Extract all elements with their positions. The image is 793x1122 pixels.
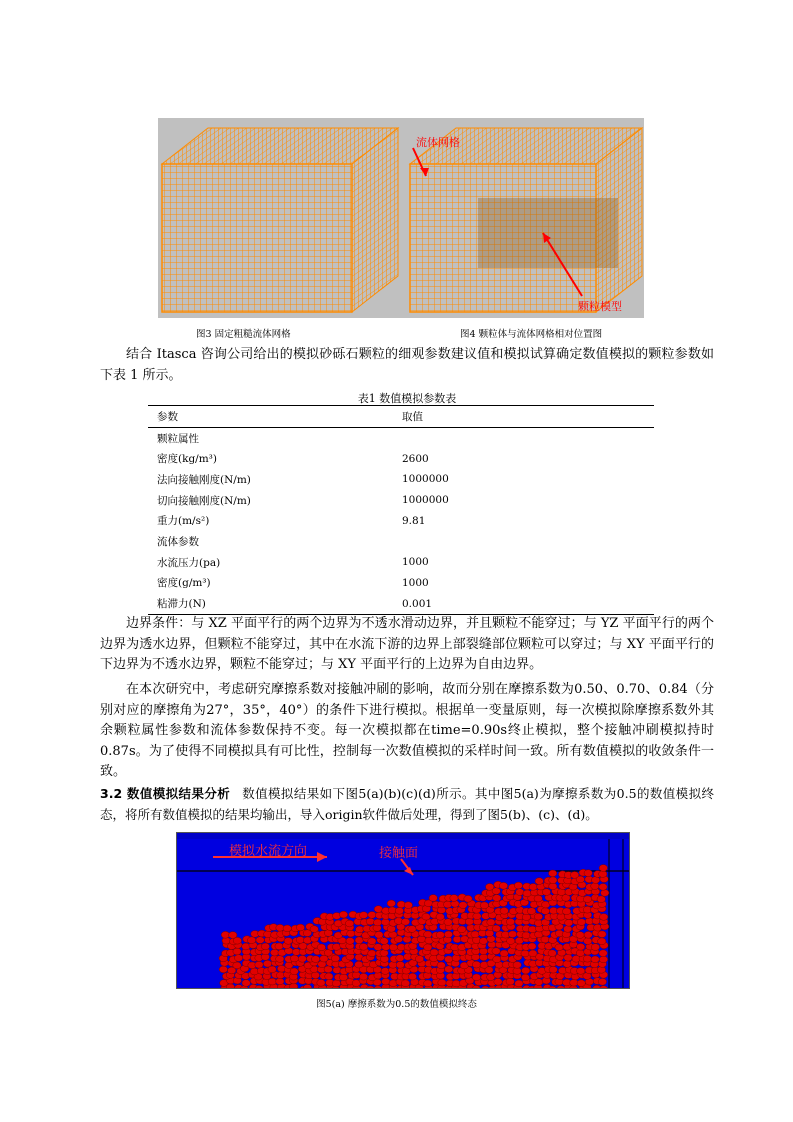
- fig4-grid-box: [410, 128, 642, 312]
- particle: [492, 948, 500, 955]
- particle: [332, 980, 340, 987]
- particle: [296, 924, 304, 931]
- particle: [276, 978, 284, 985]
- particle: [601, 890, 609, 897]
- particle: [380, 950, 388, 957]
- particle: [521, 950, 529, 957]
- particle: [541, 936, 549, 943]
- particle: [317, 979, 325, 986]
- particle: [599, 956, 607, 963]
- particle: [242, 980, 250, 987]
- label-particle-model: 颗粒模型: [578, 300, 622, 313]
- particle: [408, 973, 416, 980]
- paragraph-2: 边界条件：与 XZ 平面平行的两个边界为不透水滑动边界，并且颗粒不能穿过；与 YZ 平面平行的两个边界为透水边界，但颗粒不能穿过，其中在水流下游的边界上部裂缝部位颗粒可以穿过；与 XY 平面平行的下边界为不透水边界，颗粒不能穿过；与 XY 平面平行的上边界为自由边界。: [100, 616, 714, 672]
- particle: [310, 926, 318, 933]
- particle: [396, 961, 404, 968]
- particle: [534, 895, 542, 902]
- particle: [408, 926, 416, 933]
- particle: [599, 884, 607, 891]
- particle: [387, 900, 395, 907]
- particle: [577, 980, 585, 987]
- particle: [591, 944, 599, 951]
- particle: [234, 955, 242, 962]
- particle: [549, 877, 557, 884]
- particle: [424, 980, 432, 987]
- particle: [516, 889, 524, 896]
- particle: [424, 944, 432, 951]
- particle: [436, 932, 444, 939]
- particle: [535, 878, 543, 885]
- particle: [283, 925, 291, 932]
- particle: [473, 913, 481, 920]
- particle: [599, 865, 607, 872]
- particle: [480, 902, 488, 909]
- particle: [429, 895, 437, 902]
- particle: [600, 914, 608, 921]
- particle: [570, 872, 578, 879]
- table-row: 法向接触刚度(N/m) 1000000: [157, 473, 449, 486]
- particle: [472, 961, 480, 968]
- particle: [368, 938, 376, 945]
- particle: [528, 943, 536, 950]
- particle: [437, 962, 445, 969]
- particle: [599, 950, 607, 957]
- particle: [270, 949, 278, 956]
- particle: [486, 884, 494, 891]
- particle: [355, 961, 363, 968]
- particle: [359, 943, 367, 950]
- particle: [576, 932, 584, 939]
- particle: [374, 906, 382, 913]
- particle: [576, 950, 584, 957]
- particle: [591, 956, 599, 963]
- particle: [275, 943, 283, 950]
- table-row: 粘滞力(N) 0.001: [148, 593, 654, 614]
- particle: [389, 944, 397, 951]
- particle: [395, 907, 403, 914]
- table-1: [148, 405, 654, 615]
- particle: [522, 932, 530, 939]
- particle: [499, 882, 507, 889]
- particle: [255, 985, 263, 988]
- particle: [584, 870, 592, 877]
- particle: [359, 973, 367, 980]
- table-row: 重力(m/s²) 9.81: [157, 514, 426, 528]
- particle: [529, 884, 537, 891]
- particle: [583, 955, 591, 962]
- table-row: 水流压力(pa) 1000: [157, 556, 429, 569]
- particle: [324, 966, 332, 973]
- particle: [444, 919, 452, 926]
- particle: [375, 931, 383, 938]
- particle: [521, 974, 529, 981]
- simulation-final-state: [177, 833, 629, 988]
- particle: [347, 930, 355, 937]
- section-3-2: [100, 784, 714, 825]
- particle: [374, 944, 382, 951]
- particle: [382, 978, 390, 985]
- label-fluid-grid: 流体网格: [416, 136, 460, 149]
- section-3-2-heading: 3.2 数值模拟结果分析: [100, 786, 231, 801]
- particle: [229, 932, 237, 939]
- table-1-title: 表1 数值模拟参数表: [357, 392, 457, 405]
- particle: [445, 956, 453, 963]
- particle: [529, 950, 537, 957]
- particle: [534, 913, 542, 920]
- figure-5a: [176, 832, 630, 989]
- particle: [541, 908, 549, 915]
- particle: [459, 902, 467, 909]
- particle: [284, 938, 292, 945]
- particle: [444, 931, 452, 938]
- table-row: 切向接触刚度(N/m) 1000000: [157, 494, 449, 507]
- particle: [548, 950, 556, 957]
- fig4-caption: 图4 颗粒体与流体网格相对位置图: [460, 329, 603, 340]
- particle: [276, 956, 284, 963]
- particle: [577, 968, 585, 975]
- paragraph-3: 在本次研究中，考虑研究摩擦系数对接触冲刷的影响，故而分别在摩擦系数为0.50、0.70、0.84（分别对应的摩擦角为27°，35°，40°）的条件下进行模拟。根据单一变量原则，每一次模拟除摩擦系数外其余颗粒属性参数和流体参数保持不变。每一次模拟都在time=0.90s终止模拟，整个接触冲刷模拟持时0.87s。为了使得不同模拟具有可比性，控制每一次数值模拟的采样时间一致。所有数值模拟的收敛条件一致。: [100, 682, 714, 779]
- particle: [298, 955, 306, 962]
- particle: [430, 949, 438, 956]
- particle: [325, 973, 333, 980]
- header-param: 参数: [148, 406, 393, 428]
- header-value: 取值: [393, 406, 654, 428]
- label-flow-direction: 模拟水流方向: [229, 844, 308, 859]
- particle: [563, 961, 571, 968]
- particle: [380, 938, 388, 945]
- particle: [598, 938, 606, 945]
- particle: [500, 907, 508, 914]
- particle: [487, 919, 495, 926]
- fig3-caption: 图3 固定粗糙流体网格: [196, 329, 291, 340]
- particle: [339, 911, 347, 918]
- particle: [507, 938, 515, 945]
- particle: [598, 978, 606, 985]
- table-row: 密度(kg/m³) 2600: [157, 452, 429, 466]
- particle: [261, 943, 269, 950]
- table-row: 颗粒属性: [157, 432, 199, 445]
- particle: [515, 980, 523, 987]
- particle: [415, 956, 423, 963]
- particle: [598, 931, 606, 938]
- particle: [401, 980, 409, 987]
- table-row: 流体参数: [157, 535, 199, 548]
- particle: [479, 938, 487, 945]
- particle: [396, 955, 404, 962]
- particle: [583, 896, 591, 903]
- particle: [366, 918, 374, 925]
- particle: [424, 931, 432, 938]
- particle: [381, 968, 389, 975]
- particle: [290, 968, 298, 975]
- particle: [584, 938, 592, 945]
- table-header-row: [148, 406, 654, 428]
- particle: [514, 882, 522, 889]
- particle: [346, 938, 354, 945]
- particle: [471, 931, 479, 938]
- particle: [453, 936, 461, 943]
- particle: [527, 908, 535, 915]
- particle: [247, 937, 255, 944]
- fluid-grid-figure: [158, 118, 644, 318]
- particle: [494, 978, 502, 985]
- particle: [472, 974, 480, 981]
- particle: [219, 966, 227, 973]
- particle: [368, 912, 376, 919]
- particle: [564, 926, 572, 933]
- particle: [557, 889, 565, 896]
- particle: [256, 937, 264, 944]
- fig3-grid-box: [162, 128, 398, 312]
- particle: [584, 931, 592, 938]
- particle: [493, 956, 501, 963]
- particle: [464, 895, 472, 902]
- section-3-2-text: 数值模拟结果如下图5(a)(b)(c)(d)所示。其中图5(a)为摩擦系数为0.5的数值模拟终态，将所有数值模拟的结果均输出，导入origin软件做后处理，得到了图5(b)、(c)、(d)。: [100, 786, 715, 822]
- particle: [404, 902, 412, 909]
- particle: [506, 918, 514, 925]
- particle: [458, 926, 466, 933]
- particle: [522, 967, 530, 974]
- particle: [562, 908, 570, 915]
- particle: [422, 913, 430, 920]
- particle: [450, 895, 458, 902]
- particle: [381, 919, 389, 926]
- particle: [452, 955, 460, 962]
- particle: [438, 979, 446, 986]
- particle: [508, 931, 516, 938]
- particle: [317, 944, 325, 951]
- particle: [555, 944, 563, 951]
- particle: [493, 895, 501, 902]
- figure-3-4-panel: [158, 118, 644, 318]
- particle: [345, 920, 353, 927]
- paragraph-1: 结合 Itasca 咨询公司给出的模拟砂砾石颗粒的细观参数建议值和模拟试算确定数值模拟的颗粒参数如下表 1 所示。: [100, 347, 714, 383]
- particle: [492, 925, 500, 932]
- particle: [401, 918, 409, 925]
- label-contact-surface: 接触面: [379, 846, 419, 861]
- particle: [368, 950, 376, 957]
- fig5a-caption: 图5(a) 摩擦系数为0.5的数值模拟终态: [316, 999, 477, 1010]
- particle: [506, 978, 514, 985]
- particle: [565, 919, 573, 926]
- particle: [549, 966, 557, 973]
- particle: [597, 896, 605, 903]
- particle: [577, 943, 585, 950]
- particle: [331, 955, 339, 962]
- particle: [355, 937, 363, 944]
- particle: [549, 870, 557, 877]
- table-row: 密度(g/m³) 1000: [157, 576, 429, 590]
- particle: [445, 966, 453, 973]
- particle: [500, 950, 508, 957]
- particle: [523, 890, 531, 897]
- particle: [373, 919, 381, 926]
- particle: [255, 961, 263, 968]
- particle: [221, 931, 229, 938]
- particle: [591, 883, 599, 890]
- particle: [263, 960, 271, 967]
- particle: [290, 955, 298, 962]
- particle: [303, 984, 311, 988]
- particle: [311, 956, 319, 963]
- particle: [436, 913, 444, 920]
- particle: [359, 912, 367, 919]
